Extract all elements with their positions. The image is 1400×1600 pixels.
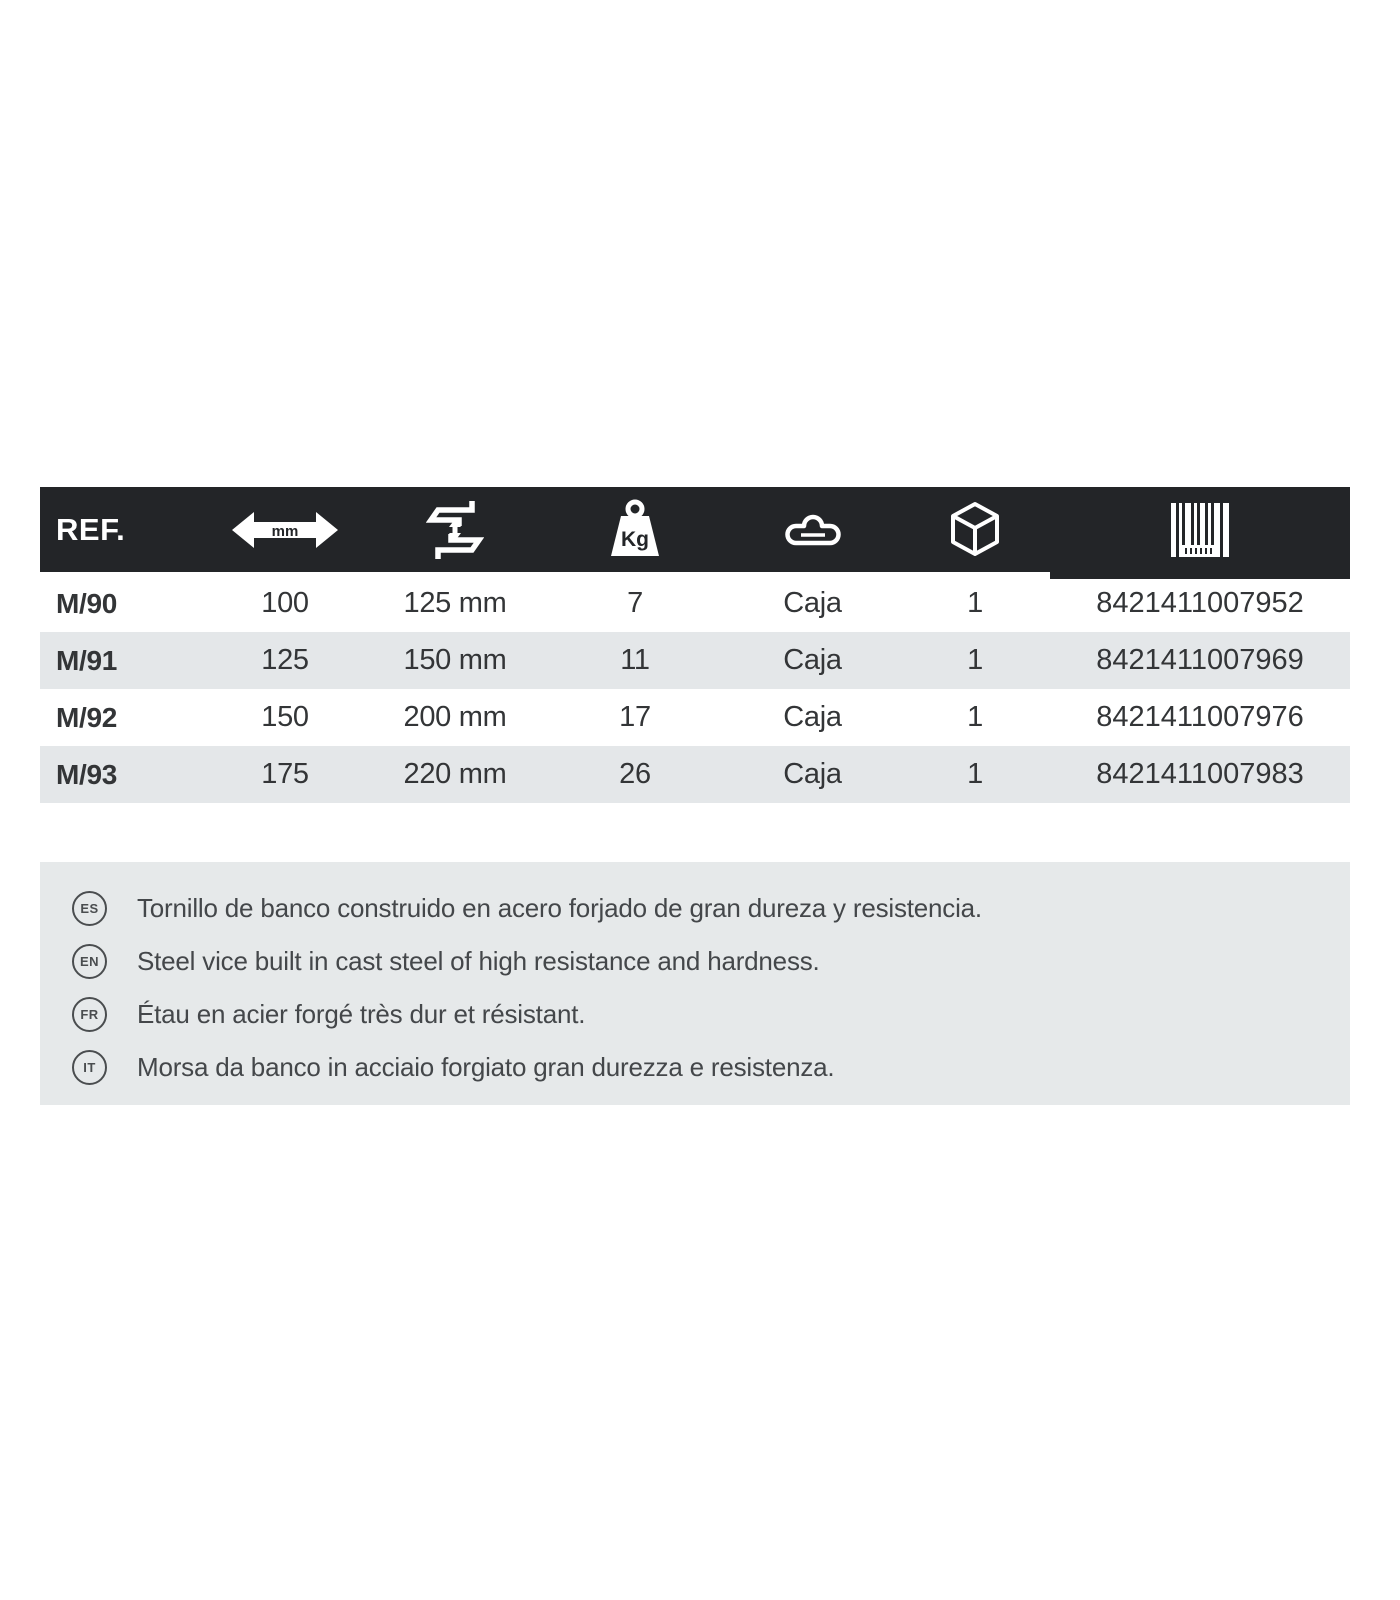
description-line-it	[72, 1041, 1350, 1094]
cell-ean: 8421411007969	[1096, 644, 1304, 676]
svg-text:mm: mm	[271, 522, 299, 540]
description-box	[40, 862, 1350, 1105]
table-row	[40, 632, 1350, 689]
cell-ean: 8421411007976	[1096, 701, 1304, 733]
description-line-en	[72, 935, 1350, 988]
cell-width: 100	[261, 587, 309, 619]
cell-ref: M/90	[56, 587, 118, 619]
cell-opening: 125 mm	[403, 587, 507, 619]
language-badge-en: EN	[72, 944, 107, 979]
cell-width: 150	[261, 701, 309, 733]
cell-units: 1	[967, 758, 983, 790]
header-shadow-strip	[1050, 572, 1350, 579]
cell-weight: 7	[627, 587, 643, 619]
description-text-fr: Étau en acier forgé très dur et résistant.	[137, 999, 586, 1029]
cell-opening: 200 mm	[403, 701, 507, 733]
header-cell-ref	[40, 487, 205, 572]
cell-width: 175	[261, 758, 309, 790]
table-row	[40, 689, 1350, 746]
svg-text:Kg: Kg	[621, 527, 649, 551]
header-cell-packaging	[725, 487, 900, 572]
table-header-row	[40, 487, 1350, 572]
description-text-es: Tornillo de banco construido en acero forjado de gran dureza y resistencia.	[137, 893, 982, 923]
table-body	[40, 575, 1350, 803]
cell-ean: 8421411007983	[1096, 758, 1304, 790]
cell-units: 1	[967, 587, 983, 619]
cell-units: 1	[967, 701, 983, 733]
width-arrow-mm-icon	[230, 507, 340, 553]
header-cell-weight	[545, 487, 725, 572]
cell-opening: 220 mm	[403, 758, 507, 790]
header-cell-ean	[1050, 487, 1350, 572]
ref-column-label: REF.	[56, 511, 126, 547]
cell-ref: M/92	[56, 701, 118, 733]
weight-kg-icon	[606, 499, 664, 561]
description-text-en: Steel vice built in cast steel of high resistance and hardness.	[137, 946, 820, 976]
cell-weight: 17	[619, 701, 651, 733]
header-cell-jaw-width	[205, 487, 365, 572]
description-line-fr	[72, 988, 1350, 1041]
header-cell-units-box	[900, 487, 1050, 572]
description-line-es	[72, 882, 1350, 935]
cell-ref: M/91	[56, 644, 118, 676]
cell-width: 125	[261, 644, 309, 676]
cell-packaging: Caja	[783, 644, 842, 676]
language-badge-fr: FR	[72, 997, 107, 1032]
cell-ean: 8421411007952	[1096, 587, 1304, 619]
cell-units: 1	[967, 644, 983, 676]
cell-opening: 150 mm	[403, 644, 507, 676]
table-row	[40, 575, 1350, 632]
product-spec-table	[40, 487, 1350, 803]
barcode-icon	[1169, 501, 1231, 559]
header-cell-opening	[365, 487, 545, 572]
cell-ref: M/93	[56, 758, 118, 790]
vice-opening-icon	[426, 499, 484, 561]
language-badge-es: ES	[72, 891, 107, 926]
cell-packaging: Caja	[783, 758, 842, 790]
blister-pack-icon	[785, 513, 841, 547]
box-icon	[947, 500, 1003, 560]
description-text-it: Morsa da banco in acciaio forgiato gran durezza e resistenza.	[137, 1052, 835, 1082]
table-row	[40, 746, 1350, 803]
cell-weight: 26	[619, 758, 651, 790]
cell-weight: 11	[620, 644, 650, 676]
language-badge-it: IT	[72, 1050, 107, 1085]
cell-packaging: Caja	[783, 701, 842, 733]
cell-packaging: Caja	[783, 587, 842, 619]
